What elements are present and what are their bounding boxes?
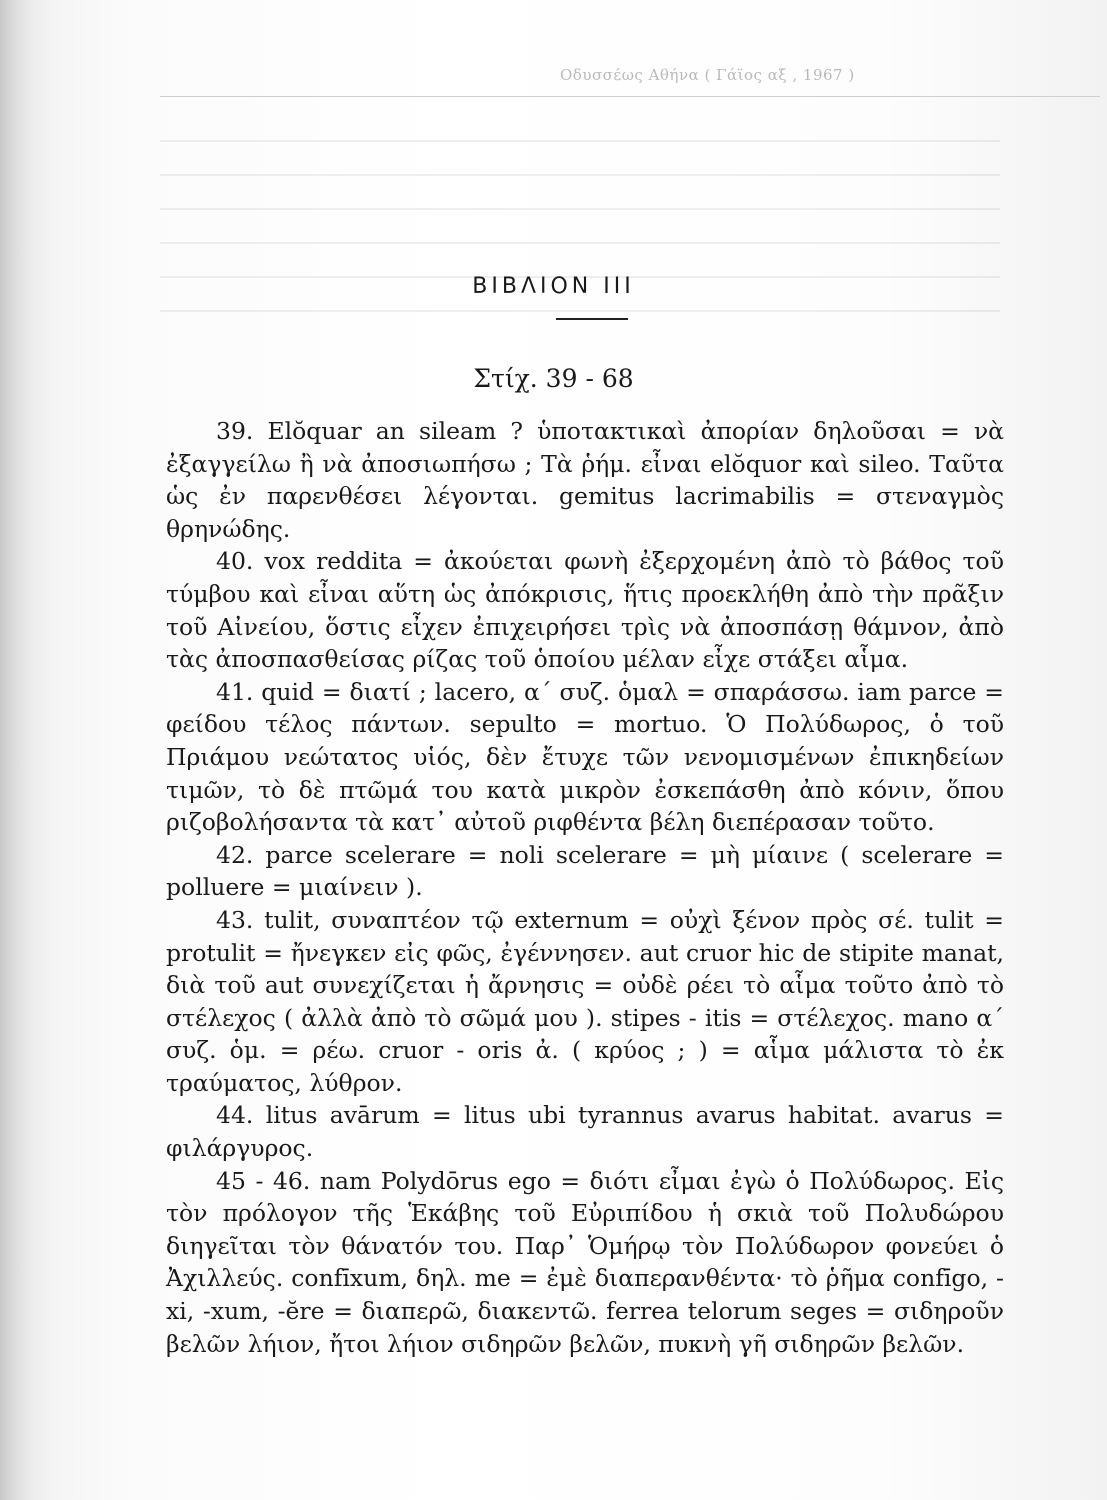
entry-43: 43. tulit, συναπτέον τῷ externum = οὐχὶ ξένον πρὸς σέ. tulit = protulit = ἤνεγκεν εἰς φῶς, ἐγέννησεν. aut cruor hic de stipite manat, διὰ τοῦ aut συνεχίζεται ἡ ἄρνησις = οὐδὲ ρέει τὸ αἷμα τοῦτο ἀπὸ τὸ στέλεχος ( ἀλλὰ ἀπὸ τὸ σῶμά μου ). stipes - itis = στέλεχος. mano α΄ συζ. ὁμ. = ρέω. cruor - oris ἀ. ( κρύος ; ) = αἷμα μάλιστα τὸ ἐκ τραύματος, λύθρον. [166,905,1004,1097]
entry-40: 40. vox reddita = ἀκούεται φωνὴ ἐξερχομένη ἀπὸ τὸ βάθος τοῦ τύμβου καὶ εἶναι αὕτη ὡς ἀπόκρισις, ἥτις προεκλήθη ἀπὸ τὴν πρᾶξιν τοῦ Αἰνείου, ὅστις εἶχεν ἐπιχειρήσει τρὶς νὰ ἀποσπάσῃ θάμνον, ἀπὸ τὰς ἀποσπασθείσας ρίζας τοῦ ὁποίου μέλαν εἶχε στάξει αἷμα. [166,547,1004,674]
running-head-rule [160,96,1100,97]
book-title: ΒΙΒΛΙΟΝ III [472,274,635,299]
entry-44: 44. litus avārum = litus ubi tyrannus avarus habitat. avarus = φιλάργυρος. [166,1101,1004,1163]
entry-39: 39. Elŏquar an sileam ? ὑποτακτικαὶ ἀπορίαν δηλοῦσαι = νὰ ἐξαγγείλω ἢ νὰ ἀποσιωπήσω ; Τὰ ῥήμ. εἶναι elŏquor καὶ sileo. Ταῦτα ὡς ἐν παρενθέσει λέγονται. gemitus lacrimabilis = στεναγμὸς θρηνώδης. [166,417,1004,543]
entry-42: 42. parce scelerare = noli scelerare = μὴ μίαινε ( scelerare = polluere = μιαίνειν ). [166,840,1004,902]
commentary-body [166,415,1004,1360]
entry-41: 41. quid = διατί ; lacero, α΄ συζ. ὁμαλ = σπαράσσω. iam parce = φείδου τέλος πάντων. sepulto = mortuo. Ὁ Πολύδωρος, ὁ τοῦ Πριάμου νεώτατος υἱός, δὲν ἔτυχε τῶν νενομισμένων ἐπικηδείων τιμῶν, τὸ δὲ πτῶμά του κατὰ μικρὸν ἐσκεπάσθη ἀπὸ κόνιν, ὅπου ριζοβολήσαντα τὰ κατ᾿ αὐτοῦ ριφθέντα βέλη διεπέρασαν τοῦτο. [166,677,1004,837]
binding-shadow [0,0,46,1500]
title-rule [556,318,628,320]
entry-45-46: 45 - 46. nam Polydōrus ego = διότι εἶμαι ἐγὼ ὁ Πολύδωρος. Εἰς τὸν πρόλογον τῆς Ἑκάβης τοῦ Εὐριπίδου ἡ σκιὰ τοῦ Πολυδώρου διηγεῖται τὸν θάνατόν του. Παρ᾿ Ὁμήρῳ τὸν Πολύδωρον φονεύει ὁ Ἀχιλλεύς. confīxum, δηλ. me = ἐμὲ διαπερανθέντα· τὸ ῥῆμα confīgo, -xi, -xum, -ĕre = διαπερῶ, διακεντῶ. ferrea telorum seges = σιδηροῦν βελῶν λήιον, ἤτοι λήιον σιδηρῶν βελῶν, πυκνὴ γῆ σιδηρῶν βελῶν. [166,1166,1004,1358]
running-head: Οδυσσέως Αθήνα ( Γάϊος αξ , 1967 ) [560,66,855,84]
lines-heading: Στίχ. 39 - 68 [473,364,634,393]
